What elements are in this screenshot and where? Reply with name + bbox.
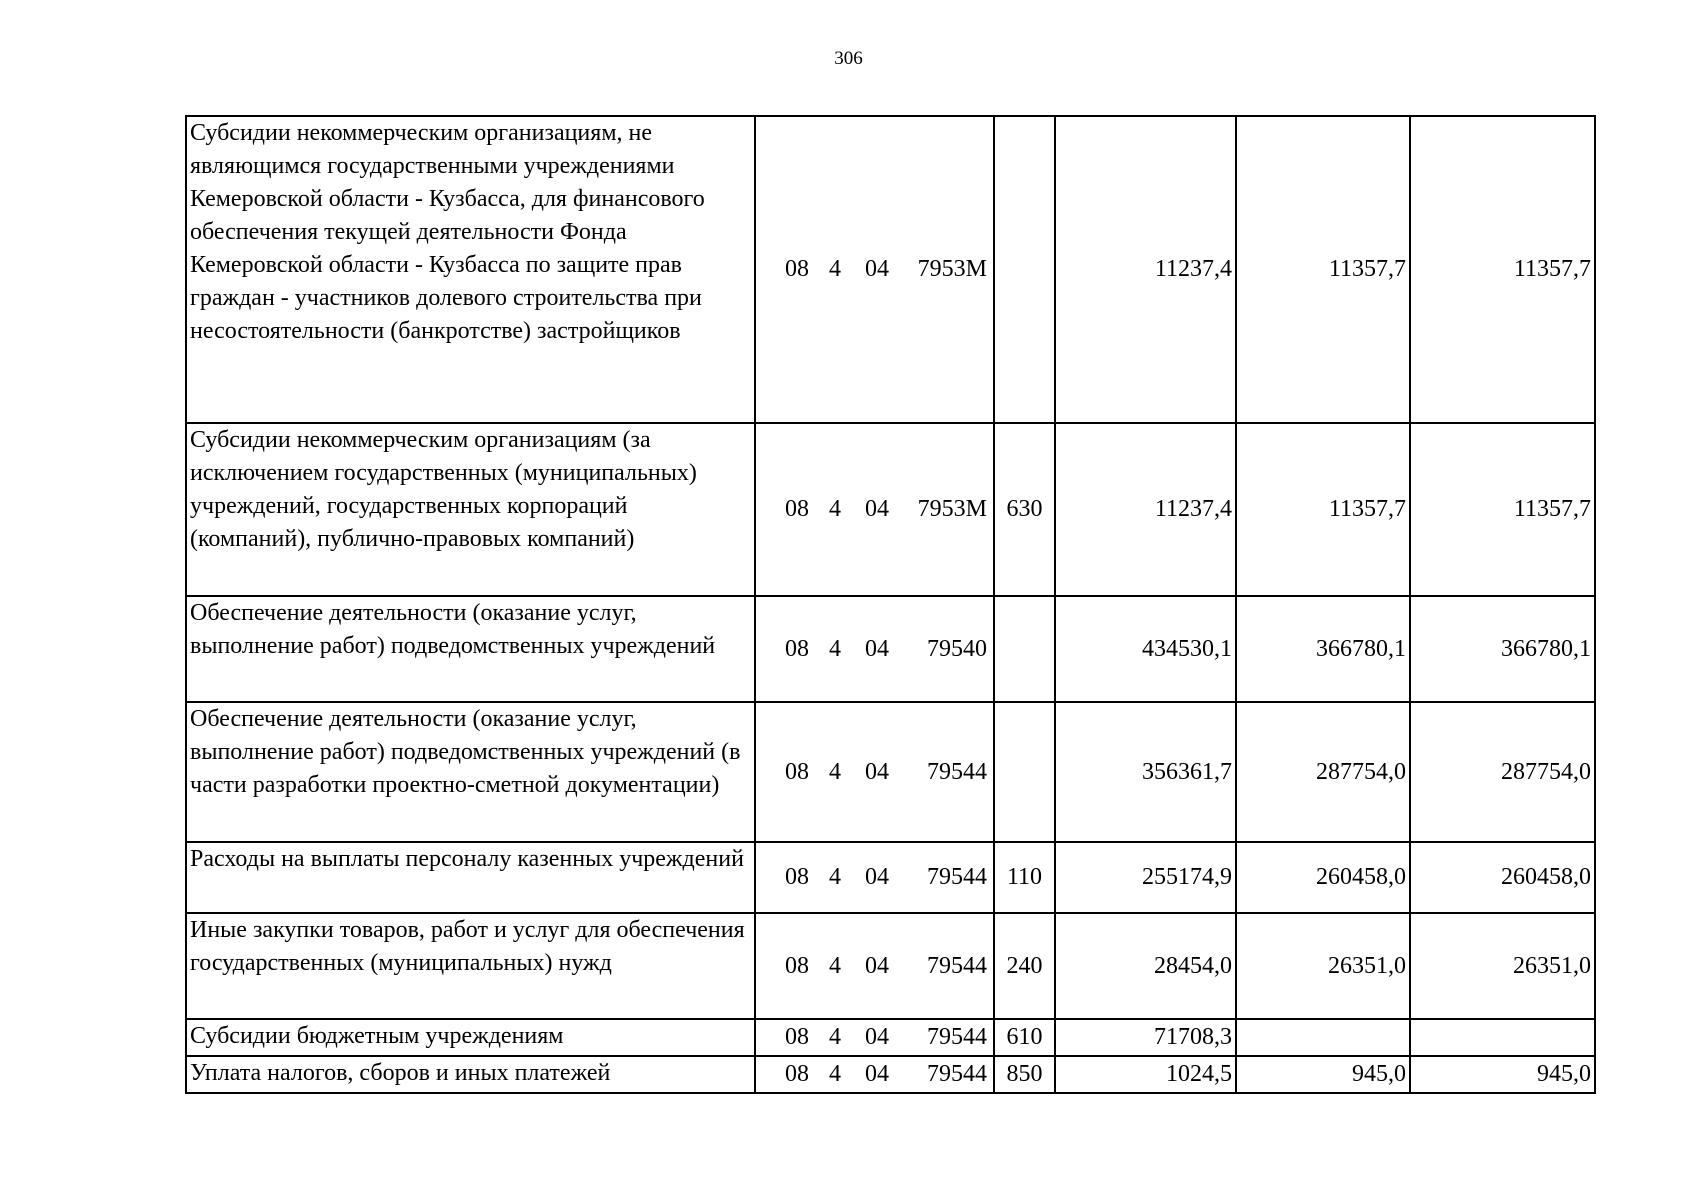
row-expense-type: 630	[994, 423, 1055, 596]
row-amount-year2: 366780,1	[1236, 596, 1410, 702]
row-expense-type: 610	[994, 1019, 1055, 1056]
table-row	[186, 596, 1595, 702]
row-amount-year2: 945,0	[1236, 1056, 1410, 1093]
code-direction: 79540	[927, 635, 987, 662]
code-subprogram: 04	[865, 496, 889, 522]
table-row	[186, 842, 1595, 913]
row-amount-year2: 260458,0	[1236, 842, 1410, 913]
row-amount-year1: 434530,1	[1055, 596, 1236, 702]
row-name: Расходы на выплаты персоналу казенных учреждений	[186, 842, 755, 913]
budget-table	[185, 115, 1596, 1094]
row-expense-type: 110	[994, 842, 1055, 913]
code-program: 4	[829, 1061, 841, 1087]
row-amount-year2: 11357,7	[1236, 116, 1410, 423]
table-row	[186, 1019, 1595, 1056]
code-program: 4	[829, 1024, 841, 1050]
row-code	[755, 1056, 994, 1093]
code-direction: 79544	[927, 952, 987, 979]
row-amount-year3: 366780,1	[1410, 596, 1595, 702]
row-amount-year3: 287754,0	[1410, 702, 1595, 842]
code-direction: 7953М	[917, 256, 987, 282]
row-amount-year3: 11357,7	[1410, 423, 1595, 596]
code-program: 4	[829, 496, 841, 522]
code-direction: 79544	[927, 864, 987, 890]
code-program: 4	[829, 864, 841, 890]
code-program: 4	[829, 758, 841, 785]
row-amount-year1: 11237,4	[1055, 423, 1236, 596]
row-amount-year3	[1410, 1019, 1595, 1056]
code-subprogram: 04	[865, 635, 889, 662]
row-expense-type	[994, 702, 1055, 842]
row-amount-year1: 28454,0	[1055, 913, 1236, 1019]
code-section: 08	[785, 1061, 809, 1087]
code-program: 4	[829, 635, 841, 662]
row-amount-year3: 945,0	[1410, 1056, 1595, 1093]
code-direction: 79544	[927, 1061, 987, 1087]
row-name: Уплата налогов, сборов и иных платежей	[186, 1056, 755, 1093]
row-amount-year1: 71708,3	[1055, 1019, 1236, 1056]
code-section: 08	[785, 758, 809, 785]
row-amount-year3: 26351,0	[1410, 913, 1595, 1019]
code-subprogram: 04	[865, 952, 889, 979]
row-expense-type: 850	[994, 1056, 1055, 1093]
row-amount-year1: 356361,7	[1055, 702, 1236, 842]
row-code	[755, 702, 994, 842]
row-name: Субсидии некоммерческим организациям (за исключением государственных (муниципальных) учреждений, государственных корпораций (компаний), публично-правовых компаний)	[186, 423, 755, 596]
row-amount-year2: 26351,0	[1236, 913, 1410, 1019]
code-program: 4	[829, 256, 841, 282]
code-program: 4	[829, 952, 841, 979]
table-row	[186, 913, 1595, 1019]
row-amount-year1: 1024,5	[1055, 1056, 1236, 1093]
code-section: 08	[785, 635, 809, 662]
page-number: 306	[834, 48, 863, 69]
row-name: Субсидии некоммерческим организациям, не являющимся государственными учреждениями Кемеровской области - Кузбасса, для финансового обеспечения текущей деятельности Фонда Кемеровской области - Кузбасса по защите прав граждан - участников долевого строительства при несостоятельности (банкротстве) застройщиков	[186, 116, 755, 423]
row-expense-type	[994, 596, 1055, 702]
table-row	[186, 423, 1595, 596]
code-direction: 7953М	[917, 496, 987, 522]
row-amount-year1: 11237,4	[1055, 116, 1236, 423]
row-code	[755, 1019, 994, 1056]
code-section: 08	[785, 256, 809, 282]
code-subprogram: 04	[865, 864, 889, 890]
row-name: Обеспечение деятельности (оказание услуг, выполнение работ) подведомственных учреждений (в части разработки проектно-сметной документации)	[186, 702, 755, 842]
row-code	[755, 913, 994, 1019]
row-amount-year3: 260458,0	[1410, 842, 1595, 913]
code-subprogram: 04	[865, 256, 889, 282]
row-amount-year2	[1236, 1019, 1410, 1056]
row-amount-year2: 11357,7	[1236, 423, 1410, 596]
code-direction: 79544	[927, 758, 987, 785]
code-section: 08	[785, 1024, 809, 1050]
row-name: Иные закупки товаров, работ и услуг для обеспечения государственных (муниципальных) нужд	[186, 913, 755, 1019]
row-code	[755, 842, 994, 913]
code-subprogram: 04	[865, 1061, 889, 1087]
row-expense-type	[994, 116, 1055, 423]
row-amount-year3: 11357,7	[1410, 116, 1595, 423]
row-code	[755, 423, 994, 596]
code-subprogram: 04	[865, 1024, 889, 1050]
code-section: 08	[785, 496, 809, 522]
table-row	[186, 702, 1595, 842]
table-row	[186, 116, 1595, 423]
row-code	[755, 116, 994, 423]
row-code	[755, 596, 994, 702]
row-name: Обеспечение деятельности (оказание услуг, выполнение работ) подведомственных учреждений	[186, 596, 755, 702]
table-row	[186, 1056, 1595, 1093]
row-expense-type: 240	[994, 913, 1055, 1019]
row-name: Субсидии бюджетным учреждениям	[186, 1019, 755, 1056]
code-section: 08	[785, 864, 809, 890]
code-section: 08	[785, 952, 809, 979]
code-subprogram: 04	[865, 758, 889, 785]
row-amount-year2: 287754,0	[1236, 702, 1410, 842]
row-amount-year1: 255174,9	[1055, 842, 1236, 913]
code-direction: 79544	[927, 1024, 987, 1050]
